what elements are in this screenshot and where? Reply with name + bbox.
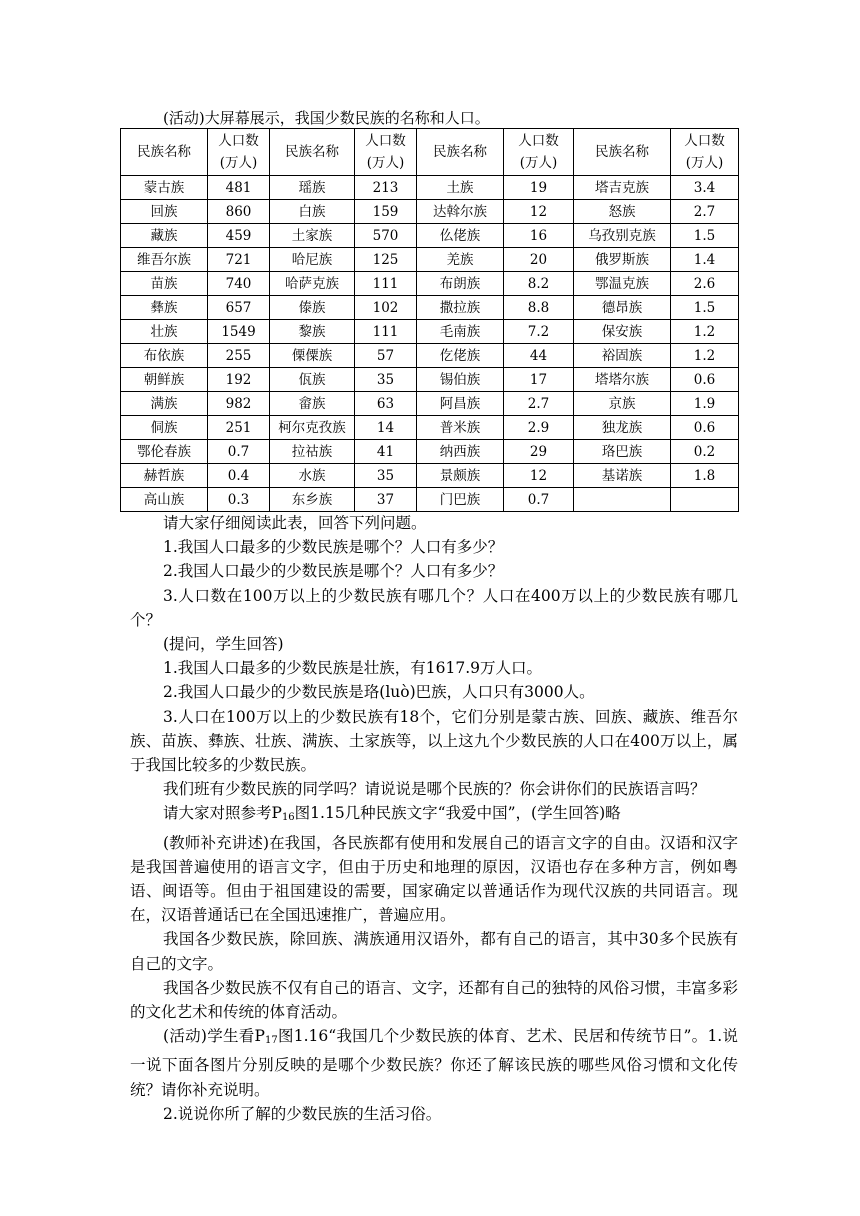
ethnic-name-cell: 塔吉克族 [574, 176, 671, 200]
ethnic-name-cell: 朝鲜族 [121, 368, 208, 392]
minority-population-table [120, 128, 739, 512]
table-row [121, 272, 739, 296]
ethnic-name-cell: 毛南族 [417, 320, 504, 344]
p17-reference-paragraph [130, 1024, 738, 1102]
population-cell: 1.9 [671, 392, 739, 416]
header-name-col: 民族名称 [121, 129, 208, 176]
ethnic-name-cell: 畲族 [270, 392, 355, 416]
paragraph: 1.我国人口最多的少数民族是壮族，有1617.9万人口。 [163, 659, 543, 678]
population-cell: 8.2 [504, 272, 574, 296]
ethnic-name-cell: 傈僳族 [270, 344, 355, 368]
population-cell: 8.8 [504, 296, 574, 320]
ethnic-name-cell: 佤族 [270, 368, 355, 392]
ethnic-name-cell: 仫佬族 [417, 224, 504, 248]
ethnic-name-cell: 阿昌族 [417, 392, 504, 416]
ethnic-name-cell: 土族 [417, 176, 504, 200]
ethnic-name-cell: 蒙古族 [121, 176, 208, 200]
paragraph: 2.我国人口最少的少数民族是珞(luò)巴族，人口只有3000人。 [163, 683, 595, 702]
population-cell: 35 [355, 368, 417, 392]
population-cell: 657 [208, 296, 270, 320]
paragraph: 3.人口在100万以上的少数民族有18个，它们分别是蒙古族、回族、藏族、维吾尔族、苗族、彝族、壮族、满族、土家族等，以上这九个少数民族的人口在400万以上，属于我国比较多的少数民族。 [130, 707, 738, 775]
population-cell: 19 [504, 176, 574, 200]
population-cell: 0.7 [504, 488, 574, 512]
header-pop-col: 人口数 (万人) [355, 129, 417, 176]
population-cell: 44 [504, 344, 574, 368]
population-cell: 0.4 [208, 464, 270, 488]
population-cell: 570 [355, 224, 417, 248]
paragraph: 2.说说你所了解的少数民族的生活习俗。 [163, 1104, 442, 1123]
population-cell: 20 [504, 248, 574, 272]
population-cell: 251 [208, 416, 270, 440]
population-cell: 63 [355, 392, 417, 416]
ethnic-name-cell: 俄罗斯族 [574, 248, 671, 272]
paragraph: (教师补充讲述)在我国，各民族都有使用和发展自己的语言文字的自由。汉语和汉字是我国普遍使用的语言文字，但由于历史和地理的原因，汉语也存在多种方言，例如粤语、闽语等。但由于祖国建设的需要，国家确定以普通话作为现代汉族的共同语言。现在，汉语普通话已在全国迅速推广，普遍应用。 [130, 833, 738, 925]
header-name-col: 民族名称 [270, 129, 355, 176]
population-cell: 14 [355, 416, 417, 440]
population-cell: 860 [208, 200, 270, 224]
paragraph: (提问，学生回答) [163, 635, 284, 654]
ethnic-name-cell: 柯尔克孜族 [270, 416, 355, 440]
header-name-col: 民族名称 [417, 129, 504, 176]
text-span: (活动)学生看P [163, 1027, 265, 1046]
ethnic-name-cell: 保安族 [574, 320, 671, 344]
text-span: 图1.15几种民族文字“我爱中国”，(学生回答)略 [294, 804, 621, 823]
ethnic-name-cell: 藏族 [121, 224, 208, 248]
population-cell: 125 [355, 248, 417, 272]
table-row [121, 248, 739, 272]
ethnic-name-cell: 回族 [121, 200, 208, 224]
ethnic-name-cell: 裕固族 [574, 344, 671, 368]
paragraph: 1.我国人口最多的少数民族是哪个？人口有多少？ [163, 538, 504, 557]
ethnic-name-cell: 普米族 [417, 416, 504, 440]
ethnic-name-cell: 珞巴族 [574, 440, 671, 464]
population-cell: 1.2 [671, 320, 739, 344]
population-cell: 0.2 [671, 440, 739, 464]
paragraph: 我国各少数民族不仅有自己的语言、文字，还都有自己的独特的风俗习惯，丰富多彩的文化艺术和传统的体育活动。 [130, 978, 738, 1022]
ethnic-name-cell: 满族 [121, 392, 208, 416]
ethnic-name-cell: 鄂伦春族 [121, 440, 208, 464]
ethnic-name-cell: 乌孜别克族 [574, 224, 671, 248]
table-row [121, 392, 739, 416]
ethnic-name-cell: 哈萨克族 [270, 272, 355, 296]
population-cell: 0.6 [671, 416, 739, 440]
table-row [121, 296, 739, 320]
table-row [121, 488, 739, 512]
text-span: 请大家对照参考P [163, 804, 282, 823]
ethnic-name-cell: 水族 [270, 464, 355, 488]
header-pop-col: 人口数 (万人) [671, 129, 739, 176]
page-subscript: 17 [264, 1035, 278, 1047]
ethnic-name-cell: 基诺族 [574, 464, 671, 488]
table-row [121, 176, 739, 200]
population-cell [671, 488, 739, 512]
header-pop-col: 人口数 (万人) [208, 129, 270, 176]
ethnic-name-cell: 侗族 [121, 416, 208, 440]
population-cell: 1.2 [671, 344, 739, 368]
population-cell: 57 [355, 344, 417, 368]
table-row [121, 344, 739, 368]
population-cell: 721 [208, 248, 270, 272]
ethnic-name-cell [574, 488, 671, 512]
ethnic-name-cell: 瑶族 [270, 176, 355, 200]
population-cell: 255 [208, 344, 270, 368]
table-row [121, 224, 739, 248]
activity-intro: (活动)大屏幕展示，我国少数民族的名称和人口。 [163, 109, 490, 127]
population-cell: 111 [355, 272, 417, 296]
population-cell: 481 [208, 176, 270, 200]
population-cell: 17 [504, 368, 574, 392]
lesson-text [130, 511, 738, 1126]
ethnic-name-cell: 撒拉族 [417, 296, 504, 320]
ethnic-name-cell: 仡佬族 [417, 344, 504, 368]
ethnic-name-cell: 京族 [574, 392, 671, 416]
ethnic-name-cell: 德昂族 [574, 296, 671, 320]
paragraph: 3.人口数在100万以上的少数民族有哪几个？人口在400万以上的少数民族有哪几个？ [130, 586, 738, 629]
ethnic-name-cell: 东乡族 [270, 488, 355, 512]
ethnic-name-cell: 哈尼族 [270, 248, 355, 272]
population-cell: 2.9 [504, 416, 574, 440]
ethnic-name-cell: 纳西族 [417, 440, 504, 464]
ethnic-name-cell: 壮族 [121, 320, 208, 344]
population-cell: 1.8 [671, 464, 739, 488]
ethnic-name-cell: 羌族 [417, 248, 504, 272]
population-cell: 159 [355, 200, 417, 224]
population-cell: 3.4 [671, 176, 739, 200]
ethnic-name-cell: 景颇族 [417, 464, 504, 488]
population-cell: 12 [504, 200, 574, 224]
population-cell: 41 [355, 440, 417, 464]
ethnic-name-cell: 高山族 [121, 488, 208, 512]
ethnic-name-cell: 维吾尔族 [121, 248, 208, 272]
ethnic-name-cell: 独龙族 [574, 416, 671, 440]
population-cell: 1.5 [671, 224, 739, 248]
ethnic-name-cell: 黎族 [270, 320, 355, 344]
population-cell: 1.5 [671, 296, 739, 320]
population-cell: 37 [355, 488, 417, 512]
population-cell: 0.6 [671, 368, 739, 392]
ethnic-name-cell: 彝族 [121, 296, 208, 320]
ethnic-name-cell: 锡伯族 [417, 368, 504, 392]
ethnic-name-cell: 白族 [270, 200, 355, 224]
table-row [121, 464, 739, 488]
ethnic-name-cell: 布依族 [121, 344, 208, 368]
ethnic-name-cell: 苗族 [121, 272, 208, 296]
population-cell: 0.3 [208, 488, 270, 512]
population-cell: 1549 [208, 320, 270, 344]
text-span: 图1.16“我国几个少数民族的体育、艺术、民居和传统节日”。1.说一说下面各图片分别反映的是哪个少数民族？你还了解该民族的哪些风俗习惯和文化传统？请你补充说明。 [130, 1027, 739, 1099]
population-cell: 35 [355, 464, 417, 488]
population-cell: 1.4 [671, 248, 739, 272]
ethnic-name-cell: 塔塔尔族 [574, 368, 671, 392]
ethnic-name-cell: 达斡尔族 [417, 200, 504, 224]
table-row [121, 200, 739, 224]
table-header-row [121, 129, 739, 176]
table-row [121, 416, 739, 440]
population-cell: 2.7 [504, 392, 574, 416]
header-pop-col: 人口数 (万人) [504, 129, 574, 176]
population-cell: 982 [208, 392, 270, 416]
population-cell: 111 [355, 320, 417, 344]
ethnic-name-cell: 怒族 [574, 200, 671, 224]
table-row [121, 440, 739, 464]
paragraph: 我国各少数民族，除回族、满族通用汉语外，都有自己的语言，其中30多个民族有自己的文字。 [130, 930, 738, 973]
paragraph: 2.我国人口最少的少数民族是哪个？人口有多少？ [163, 562, 504, 581]
population-cell: 213 [355, 176, 417, 200]
population-cell: 16 [504, 224, 574, 248]
population-cell: 102 [355, 296, 417, 320]
population-cell: 7.2 [504, 320, 574, 344]
table-row [121, 320, 739, 344]
ethnic-name-cell: 土家族 [270, 224, 355, 248]
ethnic-name-cell: 鄂温克族 [574, 272, 671, 296]
population-cell: 2.6 [671, 272, 739, 296]
population-cell: 0.7 [208, 440, 270, 464]
population-cell: 2.7 [671, 200, 739, 224]
paragraph: 我们班有少数民族的同学吗？请说说是哪个民族的？你会讲你们的民族语言吗？ [163, 780, 706, 799]
ethnic-name-cell: 布朗族 [417, 272, 504, 296]
ethnic-name-cell: 门巴族 [417, 488, 504, 512]
ethnic-name-cell: 赫哲族 [121, 464, 208, 488]
population-cell: 12 [504, 464, 574, 488]
ethnic-name-cell: 拉祜族 [270, 440, 355, 464]
population-cell: 459 [208, 224, 270, 248]
population-cell: 192 [208, 368, 270, 392]
paragraph: 请大家仔细阅读此表，回答下列问题。 [163, 514, 427, 532]
population-cell: 29 [504, 440, 574, 464]
p16-reference-paragraph [130, 801, 738, 830]
header-name-col: 民族名称 [574, 129, 671, 176]
population-cell: 740 [208, 272, 270, 296]
table-row [121, 368, 739, 392]
ethnic-name-cell: 傣族 [270, 296, 355, 320]
page-subscript: 16 [281, 812, 295, 824]
